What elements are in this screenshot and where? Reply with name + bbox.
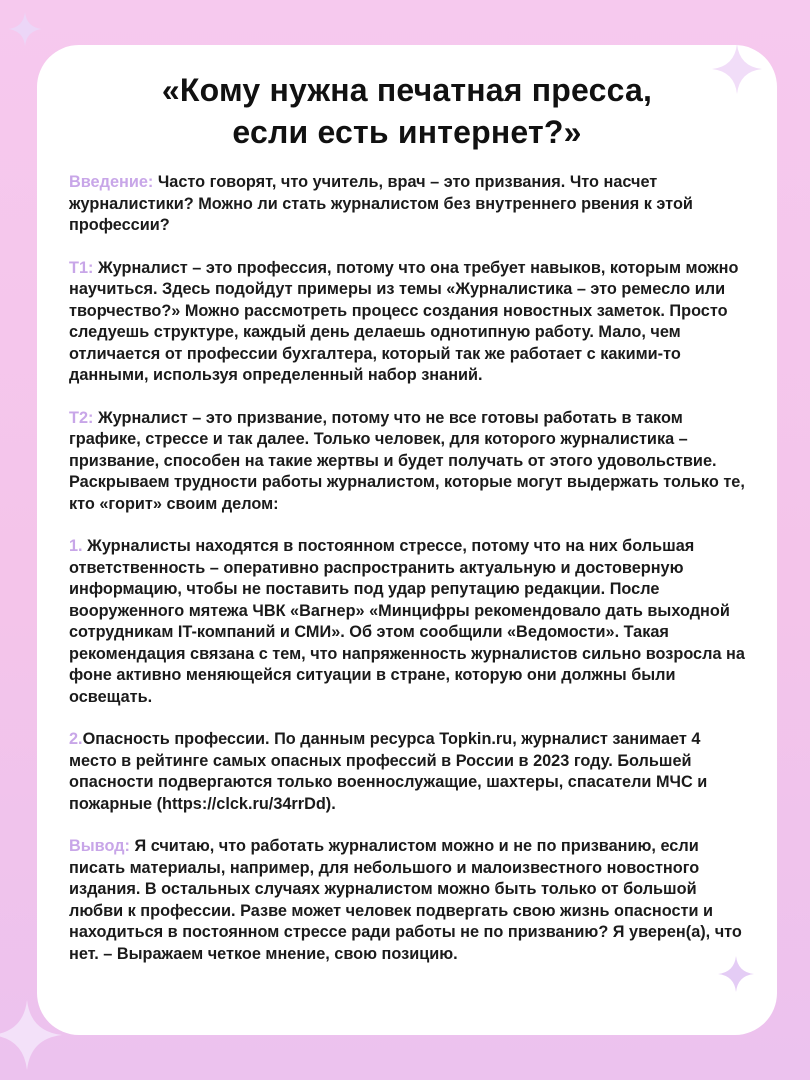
- title-line-2: если есть интернет?»: [232, 114, 582, 150]
- conclusion-paragraph: [69, 836, 745, 965]
- intro-paragraph: [69, 172, 745, 237]
- thesis-1-label: Т1:: [69, 258, 94, 277]
- conclusion-text: Я считаю, что работать журналистом можно и не по призванию, если писать материалы, например, для небольшого и малоизвестного новостного издания. В остальных случаях журналистом можно быть только от большой любви к профессии. Разве может человек подвергать свою жизнь опасности и находиться в постоянном стрессе ради работы не по призванию? Я уверен(а), что нет. – Выражаем четкое мнение, свою позицию.: [69, 837, 742, 963]
- sparkle-icon: [8, 12, 42, 46]
- intro-text: Часто говорят, что учитель, врач – это призвания. Что насчет журналистики? Можно ли стать журналистом без внутреннего рвения к этой профессии?: [69, 173, 693, 234]
- conclusion-label: Вывод:: [69, 837, 130, 855]
- thesis-2-text: Журналист – это призвание, потому что не все готовы работать в таком графике, стрессе и так далее. Только человек, для которого журналистика – призвание, способен на такие жертвы и будет получать от этого удовольствие. Раскрываем трудности работы журналистом, которые могут выдержать только те, кто «горит» своим делом:: [69, 408, 745, 513]
- thesis-2-label: Т2:: [69, 408, 94, 427]
- page-title: [69, 69, 745, 153]
- point-1-paragraph: [69, 536, 745, 708]
- thesis-1-text: Журналист – это профессия, потому что она требует навыков, которым можно научиться. Здесь подойдут примеры из темы «Журналистика – это ремесло или творчество?» Можно рассмотреть процесс создания новостных заметок. Просто следуешь структуре, каждый день делаешь однотипную работу. Мало, чем отличается от профессии бухгалтера, который так же работает с какими-то данными, используя определенный набор знаний.: [69, 258, 739, 384]
- thesis-2-paragraph: [69, 408, 745, 516]
- title-line-1: «Кому нужна печатная пресса,: [161, 72, 653, 108]
- thesis-1-paragraph: [69, 258, 745, 387]
- point-1-text: Журналисты находятся в постоянном стрессе, потому что на них большая ответственность – оперативно распространить актуальную и достоверную информацию, чтобы не поставить под удар репутацию редакции. После вооруженного мятежа ЧВК «Вагнер» «Минцифры рекомендовало дать выходной сотрудникам IT-компаний и СМИ». Об этом сообщили «Ведомости». Такая рекомендация связана с тем, что напряженность журналистов сильно возросла на фоне активно меняющейся ситуации в стране, которую они должны были освещать.: [69, 537, 745, 706]
- content-card: [37, 45, 777, 1035]
- sparkle-icon: [718, 956, 754, 992]
- intro-label: Введение:: [69, 173, 154, 191]
- sparkle-icon: [712, 44, 762, 94]
- point-2-text: Опасность профессии. По данным ресурса Topkin.ru, журналист занимает 4 место в рейтинге самых опасных профессий в России в 2023 году. Большей опасности подвергаются только военнослужащие, шахтеры, спасатели МЧС и пожарные (https://clck.ru/34rrDd).: [69, 730, 708, 813]
- point-2-label: 2.: [69, 730, 83, 748]
- point-1-label: 1.: [69, 537, 83, 555]
- point-2-paragraph: [69, 729, 745, 815]
